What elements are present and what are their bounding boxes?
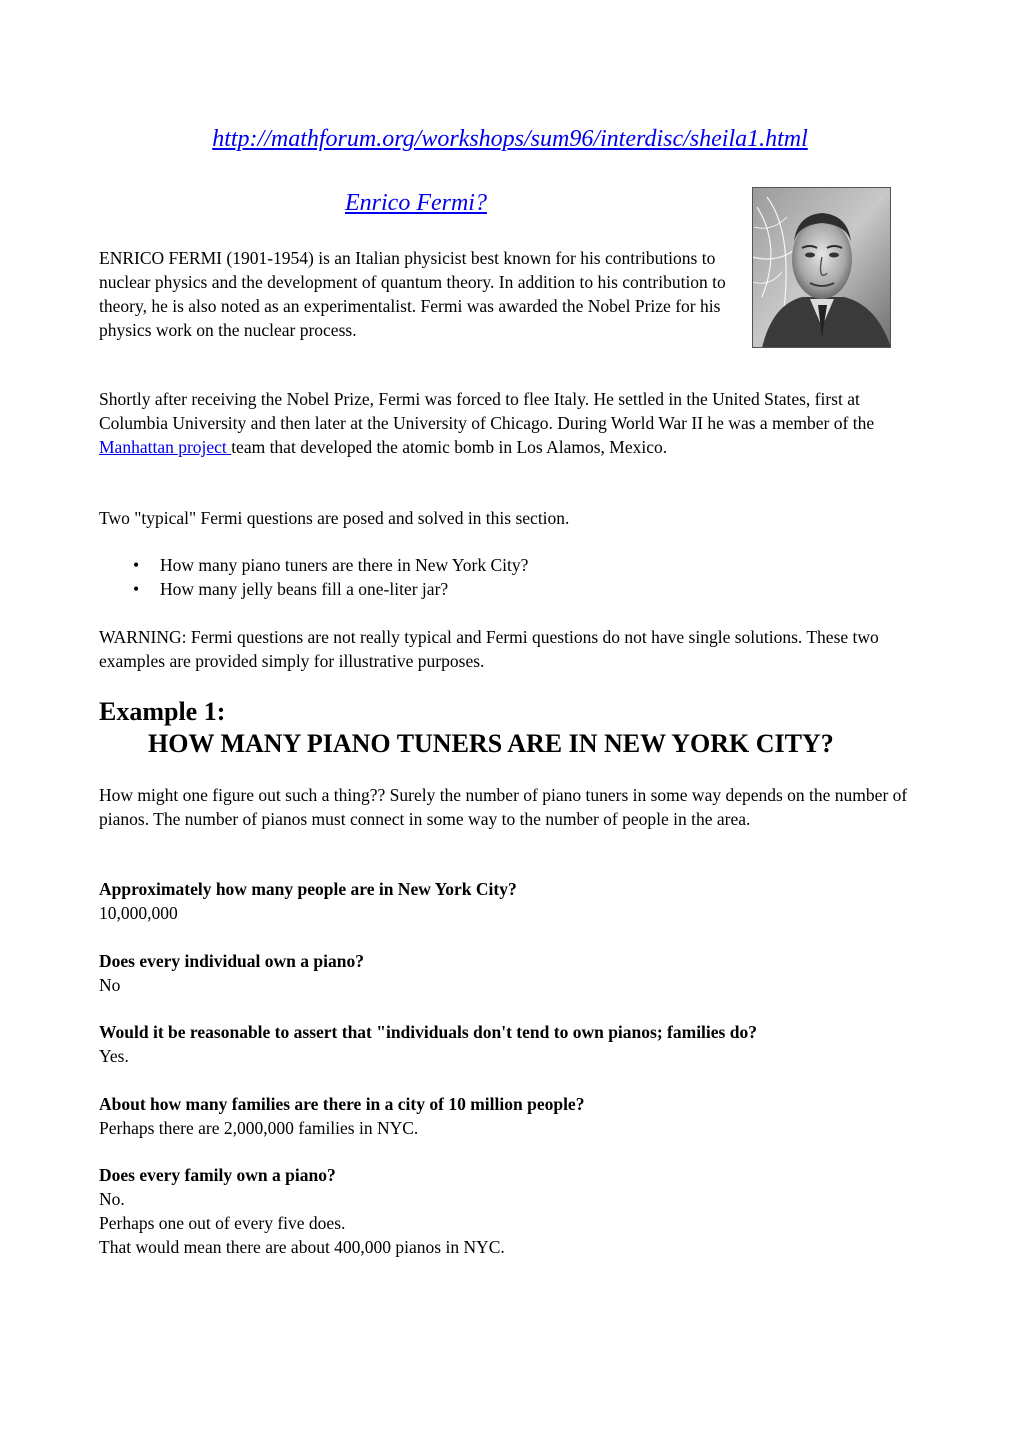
intro-paragraph: ENRICO FERMI (1901-1954) is an Italian physicist best known for his contributions to nuclear physics and the development of quantum theory. In addition to his contribution to theory, he is also noted as an experimentalist. Fermi was awarded the Nobel Prize for his physics work on the nuclear process. — [99, 248, 726, 340]
questions-list — [133, 553, 528, 601]
qa-block — [99, 1092, 929, 1140]
qa-question: Would it be reasonable to assert that "individuals don't tend to own pianos; families do? — [99, 1022, 757, 1042]
manhattan-project-link[interactable]: Manhattan project — [99, 437, 232, 457]
qa-question: Approximately how many people are in New York City? — [99, 879, 517, 899]
question-text: How many piano tuners are there in New York City? — [160, 555, 529, 575]
biography-text-before: Shortly after receiving the Nobel Prize, Fermi was forced to flee Italy. He settled in the United States, first at Columbia University and then later at the University of Chicago. During World War II he was a member of the — [99, 389, 875, 433]
qa-answer: No — [99, 975, 121, 995]
qa-question: About how many families are there in a city of 10 million people? — [99, 1094, 585, 1114]
qa-question: Does every family own a piano? — [99, 1165, 336, 1185]
qa-answer: 10,000,000 — [99, 903, 178, 923]
example-intro-paragraph: How might one figure out such a thing?? Surely the number of piano tuners in some way depends on the number of pianos. The number of pianos must connect in some way to the number of people in the area. — [99, 785, 908, 829]
qa-answer: No. — [99, 1189, 125, 1209]
bullet-icon: • — [133, 555, 140, 575]
bullet-icon: • — [133, 579, 140, 599]
questions-intro-paragraph: Two "typical" Fermi questions are posed and solved in this section. — [99, 508, 570, 528]
list-item — [133, 553, 528, 577]
biography-text-after: team that developed the atomic bomb in Los Alamos, Mexico. — [231, 437, 668, 457]
qa-answer: That would mean there are about 400,000 pianos in NYC. — [99, 1237, 505, 1257]
qa-block — [99, 877, 929, 925]
qa-answer: Perhaps one out of every five does. — [99, 1213, 346, 1233]
qa-block — [99, 1163, 929, 1259]
example-subheading: HOW MANY PIANO TUNERS ARE IN NEW YORK CITY? — [148, 729, 834, 758]
enrico-fermi-portrait — [752, 187, 891, 348]
qa-question: Does every individual own a piano? — [99, 951, 364, 971]
list-item — [133, 577, 528, 601]
qa-block — [99, 1020, 929, 1068]
warning-paragraph: WARNING: Fermi questions are not really typical and Fermi questions do not have single solutions. These two examples are provided simply for illustrative purposes. — [99, 627, 879, 671]
example-heading: Example 1: — [99, 697, 226, 726]
qa-answer: Yes. — [99, 1046, 129, 1066]
source-url-link[interactable]: http://mathforum.org/workshops/sum96/interdisc/sheila1.html — [212, 126, 808, 152]
page-title[interactable]: Enrico Fermi? — [345, 190, 487, 216]
qa-block — [99, 949, 929, 997]
biography-paragraph — [99, 387, 929, 459]
question-text: How many jelly beans fill a one-liter jar? — [160, 579, 449, 599]
qa-answer: Perhaps there are 2,000,000 families in NYC. — [99, 1118, 419, 1138]
